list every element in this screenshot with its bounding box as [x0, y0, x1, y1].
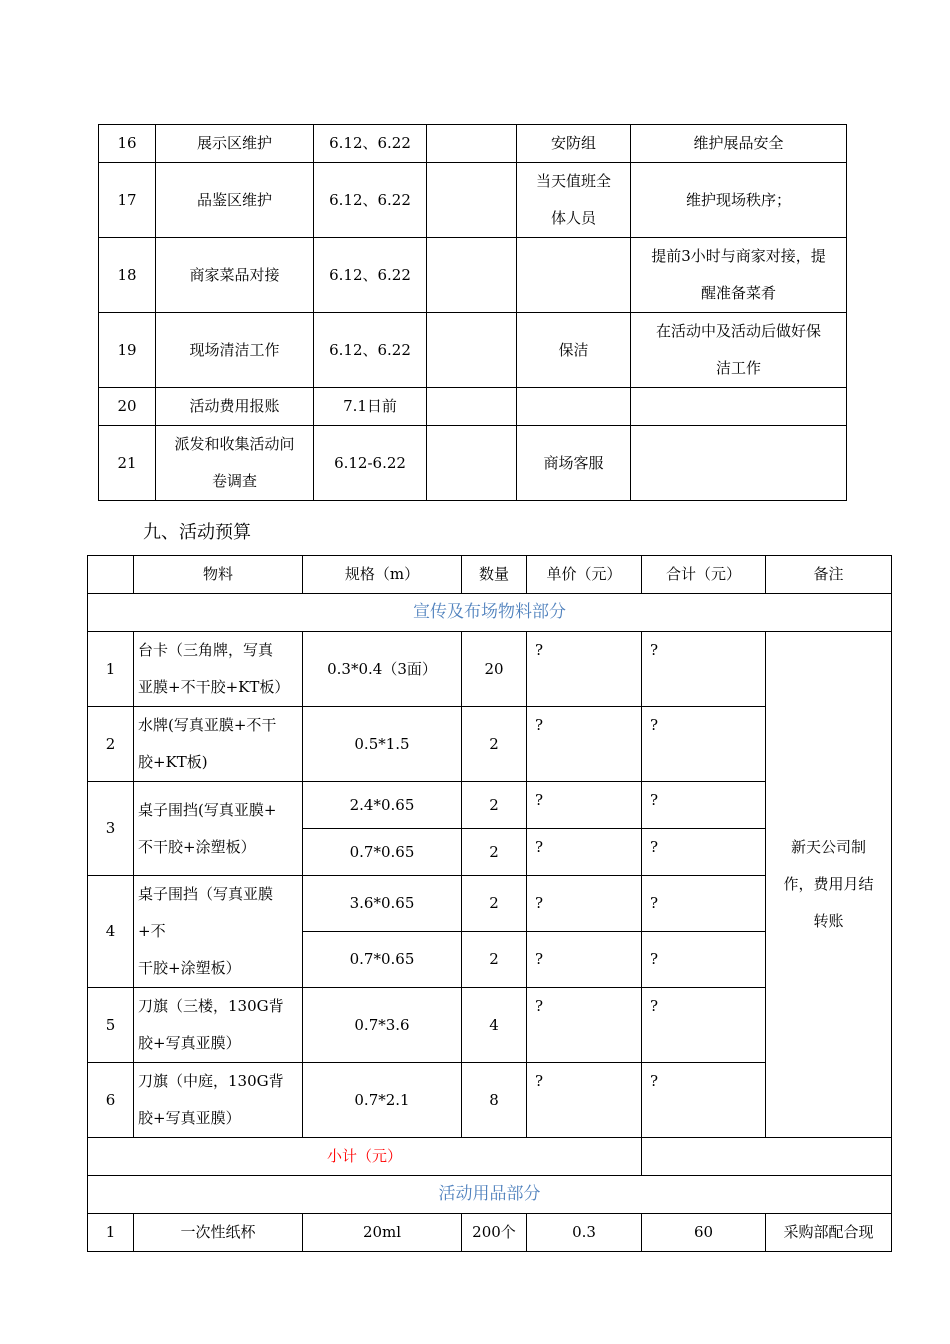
name-line: 亚膜+不干胶+KT板） [138, 678, 290, 696]
item-qty: 2 [462, 707, 527, 782]
item-spec: 0.3*0.4（3面） [303, 632, 462, 707]
header-row [88, 556, 892, 594]
subtotal-label: 小计（元） [88, 1138, 642, 1176]
item-name [134, 876, 303, 988]
group-title: 活动用品部分 [88, 1176, 892, 1214]
subtotal-row [88, 1138, 892, 1176]
item-spec: 0.7*2.1 [303, 1063, 462, 1138]
task-owner [427, 426, 517, 501]
name-line: 卷调查 [211, 472, 257, 490]
item-name: 一次性纸杯 [134, 1214, 303, 1252]
item-note: 采购部配合现 [766, 1214, 892, 1252]
item-number: 2 [88, 707, 134, 782]
row-number: 20 [99, 388, 156, 426]
schedule-table [98, 124, 847, 501]
item-price: ? [527, 1063, 642, 1138]
item-qty: 4 [462, 988, 527, 1063]
item-name [134, 1063, 303, 1138]
item-price: ? [527, 707, 642, 782]
item-spec: 0.5*1.5 [303, 707, 462, 782]
item-qty: 2 [462, 829, 527, 876]
item-spec: 0.7*0.65 [303, 829, 462, 876]
group-note [766, 632, 892, 1138]
name-line: 水牌(写真亚膜+不干 [138, 716, 277, 734]
task-name: 商家菜品对接 [156, 238, 314, 313]
subtotal-value [642, 1138, 892, 1176]
item-price: ? [527, 829, 642, 876]
name-line: 刀旗（三楼，130G背 [138, 997, 284, 1015]
group-title-row [88, 1176, 892, 1214]
note-line: 作，费用月结 [783, 875, 874, 893]
table-row [88, 632, 892, 707]
item-number: 3 [88, 782, 134, 876]
budget-table [87, 555, 892, 1252]
item-total: ? [642, 707, 766, 782]
task-owner [427, 388, 517, 426]
item-price: 0.3 [527, 1214, 642, 1252]
name-line: 干胶+涂塑板） [138, 959, 241, 977]
item-number: 6 [88, 1063, 134, 1138]
task-owner [427, 125, 517, 163]
team-line: 当天值班全 [535, 172, 611, 190]
group-title-row [88, 594, 892, 632]
header-cell: 单价（元） [527, 556, 642, 594]
row-number: 16 [99, 125, 156, 163]
task-team [517, 238, 631, 313]
table-row [99, 426, 847, 501]
task-name: 活动费用报账 [156, 388, 314, 426]
table-row [99, 125, 847, 163]
table-row [99, 313, 847, 388]
task-note: 维护展品安全 [631, 125, 847, 163]
item-total: ? [642, 988, 766, 1063]
name-line: 胶+写真亚膜） [138, 1034, 241, 1052]
item-total: ? [642, 829, 766, 876]
item-name [134, 988, 303, 1063]
task-team: 安防组 [517, 125, 631, 163]
task-team [517, 163, 631, 238]
task-owner [427, 238, 517, 313]
note-line: 转账 [813, 912, 844, 930]
item-total: ? [642, 632, 766, 707]
task-note [631, 426, 847, 501]
row-number: 19 [99, 313, 156, 388]
item-total: ? [642, 782, 766, 829]
item-name [134, 782, 303, 876]
item-number: 1 [88, 632, 134, 707]
task-date: 6.12、6.22 [314, 163, 427, 238]
item-qty: 20 [462, 632, 527, 707]
name-line: 台卡（三角牌，写真 [138, 641, 274, 659]
item-number: 5 [88, 988, 134, 1063]
table-row [99, 163, 847, 238]
task-name: 现场清洁工作 [156, 313, 314, 388]
note-line: 洁工作 [715, 359, 761, 377]
note-line: 新天公司制 [790, 838, 866, 856]
row-number: 17 [99, 163, 156, 238]
name-line: 派发和收集活动问 [174, 435, 295, 453]
task-name: 品鉴区维护 [156, 163, 314, 238]
header-cell: 数量 [462, 556, 527, 594]
item-spec: 0.7*0.65 [303, 932, 462, 988]
task-date: 6.12、6.22 [314, 238, 427, 313]
item-qty: 8 [462, 1063, 527, 1138]
header-cell: 合计（元） [642, 556, 766, 594]
task-name: 展示区维护 [156, 125, 314, 163]
header-cell [88, 556, 134, 594]
item-total: 60 [642, 1214, 766, 1252]
task-date: 7.1日前 [314, 388, 427, 426]
row-number: 21 [99, 426, 156, 501]
name-line: 不干胶+涂塑板） [138, 837, 256, 856]
item-qty: 2 [462, 876, 527, 932]
task-name [156, 426, 314, 501]
name-line: 桌子围挡（写真亚膜+不 [138, 885, 274, 940]
item-qty: 2 [462, 782, 527, 829]
task-team: 商场客服 [517, 426, 631, 501]
note-line: 提前3小时与商家对接，提 [651, 247, 826, 265]
header-cell: 规格（m） [303, 556, 462, 594]
team-line: 体人员 [550, 209, 596, 227]
item-spec: 3.6*0.65 [303, 876, 462, 932]
note-line: 醒准备菜肴 [700, 284, 776, 302]
row-number: 18 [99, 238, 156, 313]
header-cell: 物料 [134, 556, 303, 594]
item-total: ? [642, 1063, 766, 1138]
name-line: 桌子围挡(写真亚膜+ [138, 800, 277, 819]
item-total: ? [642, 932, 766, 988]
item-price: ? [527, 932, 642, 988]
item-name [134, 707, 303, 782]
header-cell: 备注 [766, 556, 892, 594]
task-owner [427, 163, 517, 238]
table-row [88, 1214, 892, 1252]
item-price: ? [527, 988, 642, 1063]
task-date: 6.12、6.22 [314, 125, 427, 163]
task-owner [427, 313, 517, 388]
item-price: ? [527, 632, 642, 707]
item-qty: 2 [462, 932, 527, 988]
item-price: ? [527, 876, 642, 932]
task-date: 6.12-6.22 [314, 426, 427, 501]
budget-section-title: 九、活动预算 [143, 522, 251, 543]
task-note [631, 313, 847, 388]
task-team: 保洁 [517, 313, 631, 388]
name-line: 胶+写真亚膜） [138, 1109, 241, 1127]
item-spec: 2.4*0.65 [303, 782, 462, 829]
table-row [99, 238, 847, 313]
item-number: 4 [88, 876, 134, 988]
item-name [134, 632, 303, 707]
item-qty: 200个 [462, 1214, 527, 1252]
item-spec: 20ml [303, 1214, 462, 1252]
task-note [631, 388, 847, 426]
task-note [631, 238, 847, 313]
task-team [517, 388, 631, 426]
group-title: 宣传及布场物料部分 [88, 594, 892, 632]
item-total: ? [642, 876, 766, 932]
table-row [99, 388, 847, 426]
note-line: 在活动中及活动后做好保 [655, 322, 821, 340]
item-price: ? [527, 782, 642, 829]
item-spec: 0.7*3.6 [303, 988, 462, 1063]
task-date: 6.12、6.22 [314, 313, 427, 388]
name-line: 胶+KT板) [138, 753, 208, 771]
item-number: 1 [88, 1214, 134, 1252]
task-note: 维护现场秩序； [631, 163, 847, 238]
name-line: 刀旗（中庭，130G背 [138, 1072, 284, 1090]
